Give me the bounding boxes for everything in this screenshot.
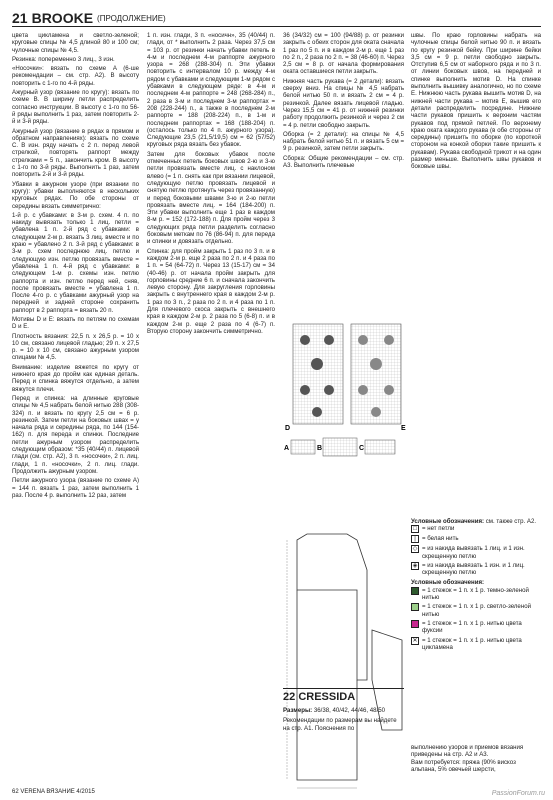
legend-symbol: [411, 620, 419, 628]
paragraph: «Носочки»: вязать по схеме A (6-ше рекомендации – см. стр. A2). В высоту повторить с 1-го по 4-й ряды.: [12, 65, 139, 87]
garment-schematic: [147, 530, 407, 800]
legend-row: = 1 стежок = 1 п. x 1 р. нитью цвета фуксии: [411, 620, 541, 635]
legend-title: Условные обозначения: см. также стр. A2.: [411, 518, 537, 525]
legend-block: [411, 518, 541, 653]
sizes-line: Размеры: 36/38, 40/42, 44/46, 48/50: [283, 707, 386, 714]
paragraph: Спинка: для пройм закрыть 1 раз по 3 п. и в каждом 2-м р. еще 2 раза по 2 п. и 4 раза по 1 п. = 54 (64-72) п. Через 13 (15-17) см = 34 (40-46) р. от начала пройм закрыть для горловины средние 6 п. и сначала закончить левую сторону. Для закругления горловины закрыть с внутреннего края в каждом 2-м р. 1 раз по 3 п., 2 раза по 2 п. и 4 раза по 1 п. Для плечевого скоса закрыть с внешнего края в каждом 2-м р. 2 раза по 5 (6-8) п. и в каждом 2-м р. еще 2 раза по 4 (6-7) п. Вторую сторону закончить симметрично.: [147, 247, 275, 335]
paragraph: Плотность вязания: 22,5 п. x 26,5 р. = 10 x 10 см, связано лицевой гладью; 29 п. x 27,5 р. = 10 x 10 см, связано ажурным узором спицами № 4,5.: [12, 332, 139, 362]
legend-row: ◇ = из накида вывязать 1 лиц. и 1 изн. скрещенную петлю: [412, 545, 525, 560]
cressida-section: [283, 688, 404, 732]
legend-symbol: □: [411, 525, 419, 533]
legend-row: = 1 стежок = 1 п. x 1 р. темно-зеленой нитью: [411, 587, 541, 602]
paragraph: Нижняя часть рукава (= 2 детали): вязать сверху вниз. На спицы № 4,5 набрать белой нитью 50 п. и вязать 2 см = 4 р. резинкой. Далее вязать лицевой гладью. Через 15,5 см = 41 р. от нижней резинки работу продолжить резинкой и через 2 см = 4 р. петли свободно закрыть.: [283, 77, 404, 129]
embroidery-charts: [283, 320, 407, 490]
column-2: [147, 32, 275, 562]
chart-b-label: B: [317, 445, 323, 452]
page-header: [12, 7, 541, 27]
paragraph: Мотивы D и E: вязать по петлям по схемам D и E.: [12, 315, 139, 331]
legend-symbol: [411, 587, 419, 595]
paragraph: 36 (34/32) см = 100 (94/88) р. от резинки закрыть с обеих сторон для оката сначала 1 раз по 5 п. и в каждом 2-м р. еще 1 раз по 2 п., 2 раза по 2 п. = 38 (46-60) п. Через 2,5 см = 8 р. от начала формирования оката оставшиеся петли закрыть.: [283, 32, 404, 76]
chart-a-grid: [291, 440, 315, 454]
paragraph: швы. По краю горловины набрать на чулочные спицы белой нитью 90 п. и вязать по кругу резинкой бейку. При ширине бейки 3,5 см = 9 р. петли свободно закрыть. Отступив 6,5 см от наборного ряда и по 3 п. от линии боковых швов, на передней и спинке выполнить мотив D. На спинке выполнить вышивку аналогично, но по схеме E. Нижнюю часть рукава вышить мотив D, на нижней части рукава – мотив E, вышив его детали распределить посредине. Нижние части рукавов пришить к верхним частям рукавов под прямой петлей. По верхнему краю оката каждого рукава (в обе стороны от середины) пришить по оборке (по короткой стороном на конкой оборки такие пришить к рукавам). Рукава свободной трикот и на один размер меньше. Выполнить швы рукавов и боковые швы.: [411, 32, 541, 171]
legend-symbol: ◈: [412, 562, 418, 569]
pattern-subtitle: (ПРОДОЛЖЕНИЕ): [97, 14, 166, 23]
chart-d-label: D: [285, 425, 291, 432]
chart-c-label: C: [359, 445, 365, 452]
paragraph: 1-й р. с убавками: в 3-м р. схем. 4 п. по накиду вывязать только 1 лиц. петли = убавлена 1 п. 2-й ряд с убавками: в следующем 2-м р. вязать 3 лиц. вместе и по краю = убавлено 2 п. 3-й ряд с убавками: в 3-м р. схем последнюю лиц. петлю и следующую изн. петлю провязать вместе = убавлена 1 п. 4-й ряд с убавками: в следующем 1-м р. схемы изн. петлю раппорта и изн. петлю перед ней, сняв, после провязать вместе = убавлена 1 п. После 4-го р. с убавками ажурный узор на передней и задней стороне сохранить раппорт в 2 раппорта = вязать 20 п.: [12, 211, 139, 314]
schematic-body-lower: [297, 590, 357, 780]
section-title: 22 CRESSIDA: [283, 688, 404, 704]
paragraph: Убавки в ажурном узоре (при вязании по кругу): убавки выполняются в нескольких круговых рядах. По обе стороны от середины вязать симметрично:: [12, 180, 139, 210]
paragraph: 1 п. изн. глади, 3 п. «носичн», 35 (40/44) п. глади, от * выполнить 2 раза. Через 37,5 см = 103 р. от резинки начать убавки петель в 4-м и последнем 4-м раппорте ажурного узора = 268 (288-304) п. Эти убавки повторить с интервалом 10 р. между 4-м рядом с убавками и следующим 1-м рядом с убавками в следующем ряде: в 4-м и последнем 4-м раппорте = 248 (268-284) п., 2 раза в 3-м и последнем 3-м раппортах = 208 (228-244) п., а также в последнем 2-м раппорте = 188 (208-224) п., в 1-м и последнем раппортах = 168 (188-204) п. (осталось только по 4 п. ажурного узора). Следующие 23,5 (21,5/19,5) см = 62 (57/52) круговых ряда вязать без убавок.: [147, 32, 275, 149]
page-section-number: 21: [12, 10, 28, 26]
legend-symbol: [411, 603, 419, 611]
paragraph: Внимание: изделие вяжется по кругу от нижнего края до пройм как единая деталь. Перед и спинка вяжутся отдельно, а затем вяжутся плечи.: [12, 363, 139, 393]
legend-row: ✕ = 1 стежок = 1 п. x 1 р. нитью цвета цикламена: [412, 636, 522, 651]
chart-b-grid: [323, 438, 357, 456]
legend-symbol: ◇: [412, 546, 418, 553]
paragraph: Перед и спинка: на длинные круговые спицы № 4,5 набрать белой нитью 288 (308-324) п. и вязать по кругу 2,5 см = 6 р. резинкой. Затем петли на боковых швах = у начала ряда и середины ряда, по 144 (154-162) п. для переда и спинки. Последние петли ажурным узором распределить следующим образом: *35 (40/44) п. лицевой глади (см. стр. A2), 3 п. «носочки», 2 п. лиц. глади, 1 п. «носочки», 2 п. лиц. глади. Продолжить ажурным узором.: [12, 394, 139, 475]
chart-e-label: E: [401, 425, 406, 432]
legend-row: = 1 стежок = 1 п. x 1 р. светло-зеленой нитью: [411, 603, 541, 618]
watermark: PassionForum.ru: [491, 789, 545, 797]
column-3: [283, 32, 404, 324]
paragraph: Сборка: Общие рекомендации – см. стр. A3. Выполнить плечевые: [283, 154, 404, 170]
paragraph: Оборка (= 2 детали): на спицы № 4,5 набрать белой нитью 51 п. и вязать 5 см = 9 р. резинкой, затем петли закрыть.: [283, 130, 404, 153]
legend-row: □ = нет петли: [411, 525, 541, 533]
paragraph: цвета цикламена и светло-зеленой; круговые спицы № 4,5 длиной 80 и 100 см; чулочные спицы № 4,5.: [12, 32, 139, 54]
paragraph: Вам потребуется: пряжа (90% вискоз альпана, 5% овечьей шерсти,: [411, 758, 516, 773]
legend-row: ◈ = из накида вывязать 1 изн. и 1 лиц. скрещенную петлю: [412, 561, 525, 577]
chart-c-grid: [365, 440, 395, 454]
legend-symbol: |: [411, 535, 419, 543]
pattern-title: BROOKE: [31, 10, 94, 26]
chart-a-label: A: [284, 445, 290, 452]
legend-symbol: ✕: [412, 637, 418, 644]
column-1: [12, 32, 139, 737]
schematic-body-outline: [297, 534, 367, 680]
column-4: [411, 32, 541, 507]
legend-row: | = белая нить: [411, 535, 541, 543]
column-4-end: [411, 744, 541, 773]
paragraph: Ажурный узор (вязание в рядах в прямом и обратном направлениях): вязать по схеме С. В изн. ряду начать с 2 п. перед левой стрелкой, повторять раппорт между стрелками = 5 п., закончить кром. В высоту с 1-го по 3-й ряды. Выполнить 1 раз, затем повторить 2-й и 3-й ряды.: [12, 127, 139, 179]
paragraph: Ажурный узор (вязание по кругу): вязать по схеме B. В ширину петли распределить согласно инструкции. В высоту с 1-го по 56-й ряды выполнить 1 раз, затем повторить 2-й и 3-й ряды.: [12, 89, 139, 126]
paragraph: Петли ажурного узора (вязание по схеме A) = 144 п. вязать 1 раз, затем выполнить 1 раз. После 4 р. выполнить 12 раз, затем: [12, 477, 139, 499]
page-footer: 62 VERENA ВЯЗАНИЕ 4/2015: [12, 788, 95, 795]
paragraph: Затем для боковых убавок после отмеченных петель боковых швов 2-ю и 3-ю петли провязать вместе лиц. с наклоном влево (= 1 п. снять как при вязании лицевой, следующую петлю провязать лицевой и снятую петлю протянуть через провязанную) и перед боковыми швами 3-ю и 2-ю петли провязать вместе лиц. = 164 (184-200) п. Эти убавки выполнить еще 1 раз в каждом 8-м р. = 152 (172-188) п. Для пройм через 3 следующих ряда петли разделить согласно боковым меткам по 76 (86-94) п. для переда и спинки и довязать отдельно.: [147, 150, 275, 246]
paragraph: выполнению узоров и приемов вязания приведены на стр. A2 и A3.: [411, 744, 524, 759]
paragraph: Резинка: попеременно 3 лиц., 3 изн.: [12, 55, 115, 63]
legend-title-2: Условные обозначения:: [411, 579, 485, 587]
paragraph: Рекомендации по размерам вы найдете на стр. A1. Пояснения по: [283, 717, 397, 732]
